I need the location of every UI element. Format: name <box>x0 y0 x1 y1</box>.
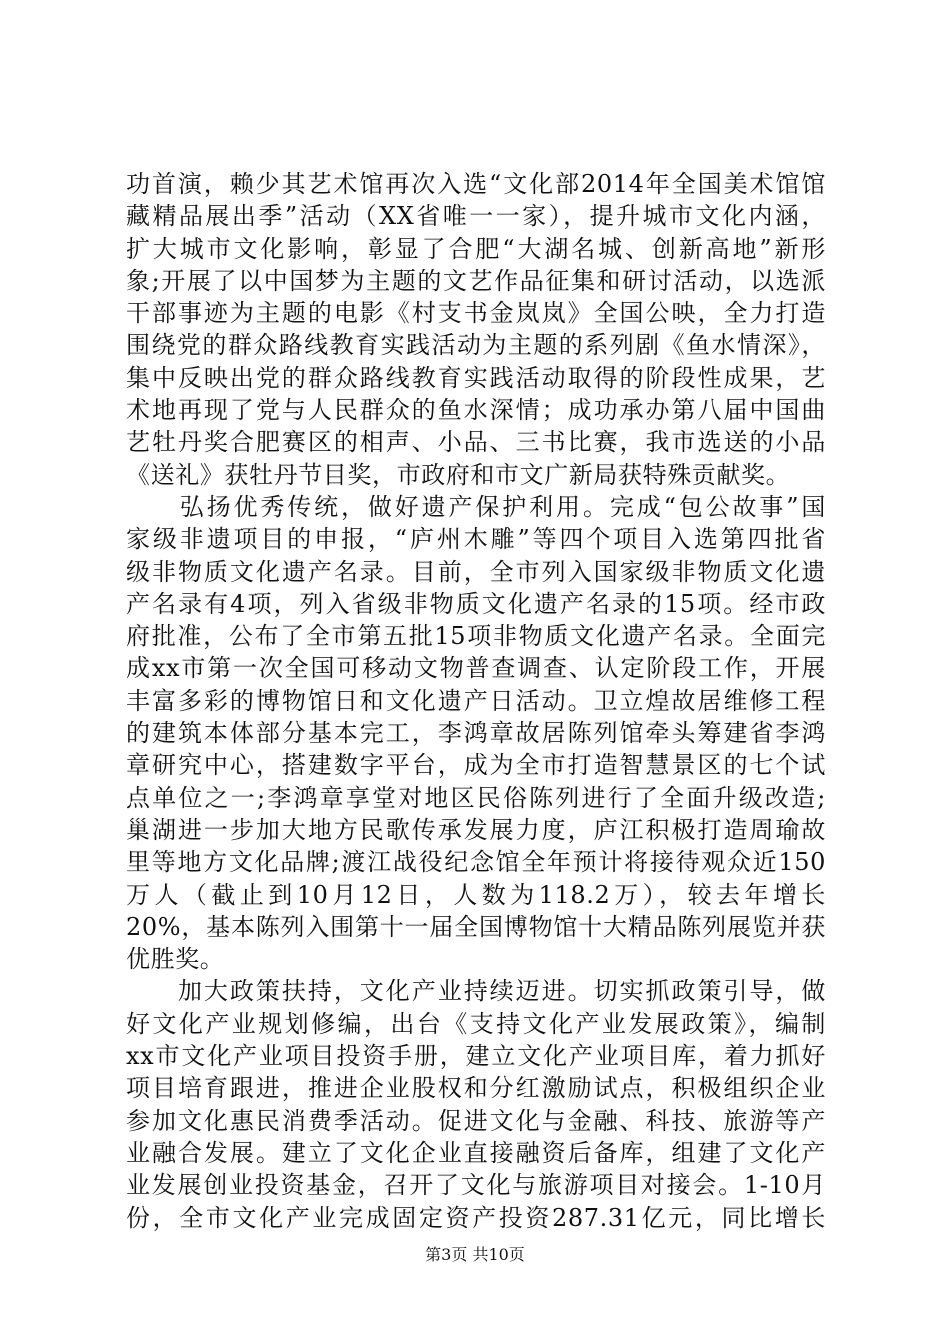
text-line: 集中反映出党的群众路线教育实践活动取得的阶段性成果，艺 <box>126 363 826 392</box>
page-number-footer: 第3页 共10页 <box>425 1245 525 1264</box>
text-line: 丰富多彩的博物馆日和文化遗产日活动。卫立煌故居维修工程 <box>126 686 826 715</box>
text-line: 好文化产业规划修编，出台《支持文化产业发展政策》，编制 <box>126 1009 826 1038</box>
paragraph-start-line: 加大政策扶持，文化产业持续迈进。切实抓政策引导，做 <box>126 977 826 1006</box>
text-line: 艺牡丹奖合肥赛区的相声、小品、三书比赛，我市选送的小品 <box>126 428 826 457</box>
text-line: 《送礼》获牡丹节目奖，市政府和市文广新局获特殊贡献奖。 <box>126 460 791 489</box>
text-line: 的建筑本体部分基本完工，李鸿章故居陈列馆牵头筹建省李鸿 <box>126 719 826 748</box>
text-line: 成xx市第一次全国可移动文物普查调查、认定阶段工作，开展 <box>126 654 826 683</box>
text-line: 干部事迹为主题的电影《村支书金岚岚》全国公映，全力打造 <box>126 299 826 328</box>
text-line: 20%，基本陈列入围第十一届全国博物馆十大精品陈列展览并获 <box>126 912 826 941</box>
text-line: 府批准，公布了全市第五批15项非物质文化遗产名录。全面完 <box>126 622 826 651</box>
text-line: 巢湖进一步加大地方民歌传承发展力度，庐江积极打造周瑜故 <box>126 815 826 844</box>
text-line: 扩大城市文化影响，彰显了合肥“大湖名城、创新高地”新形 <box>126 234 826 263</box>
text-line: 参加文化惠民消费季活动。促进文化与金融、科技、旅游等产 <box>126 1106 826 1135</box>
text-line: 藏精品展出季”活动（XX省唯一一家），提升城市文化内涵， <box>126 202 826 231</box>
text-line: 章研究中心，搭建数字平台，成为全市打造智慧景区的七个试 <box>126 751 826 780</box>
document-body <box>126 168 826 1234</box>
text-line: 万人（截止到10月12日，人数为118.2万），较去年增长 <box>126 880 826 909</box>
text-line: 围绕党的群众路线教育实践活动为主题的系列剧《鱼水情深》， <box>126 331 826 360</box>
text-line: 象;开展了以中国梦为主题的文艺作品征集和研讨活动，以选派 <box>126 266 826 295</box>
text-line: 产名录有4项，列入省级非物质文化遗产名录的15项。经市政 <box>126 589 826 618</box>
text-line: 里等地方文化品牌;渡江战役纪念馆全年预计将接待观众近150 <box>126 848 826 877</box>
text-line: 优胜奖。 <box>126 945 225 974</box>
text-line: 家级非遗项目的申报，“庐州木雕”等四个项目入选第四批省 <box>126 525 826 554</box>
text-line: 份，全市文化产业完成固定资产投资287.31亿元，同比增长 <box>126 1203 826 1232</box>
text-line: 业融合发展。建立了文化企业直接融资后备库，组建了文化产 <box>126 1138 826 1167</box>
text-line: 点单位之一;李鸿章享堂对地区民俗陈列进行了全面升级改造; <box>126 783 826 812</box>
text-line: xx市文化产业项目投资手册，建立文化产业项目库，着力抓好 <box>126 1042 826 1071</box>
text-line: 术地再现了党与人民群众的鱼水深情；成功承办第八届中国曲 <box>126 396 826 425</box>
text-line: 业发展创业投资基金，召开了文化与旅游项目对接会。1-10月 <box>126 1171 826 1200</box>
text-line: 项目培育跟进，推进企业股权和分红激励试点，积极组织企业 <box>126 1074 826 1103</box>
text-line: 级非物质文化遗产名录。目前，全市列入国家级非物质文化遗 <box>126 557 826 586</box>
paragraph-start-line: 弘扬优秀传统，做好遗产保护利用。完成“包公故事”国 <box>126 492 826 521</box>
text-line: 功首演，赖少其艺术馆再次入选“文化部2014年全国美术馆馆 <box>126 170 826 198</box>
